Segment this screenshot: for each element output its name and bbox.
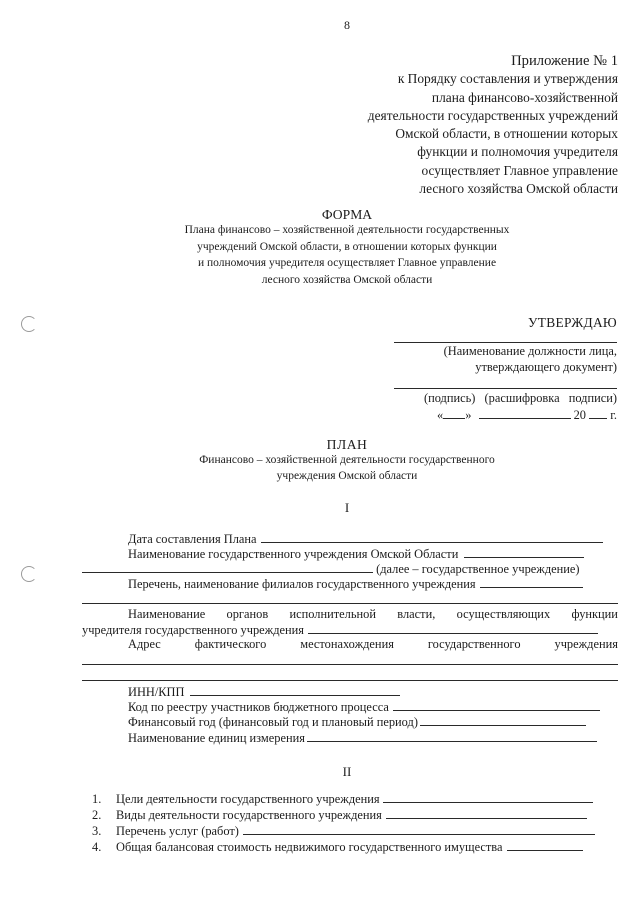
date-year-prefix: 20 [573, 408, 586, 422]
authorities-cont-label: учредителя государственного учреждения [82, 623, 304, 637]
approval-date [437, 407, 617, 423]
address-word: учреждения [554, 637, 618, 651]
appendix-line: к Порядку составления и утверждения [397, 71, 618, 87]
institution-note-row [82, 561, 580, 577]
inn-label: ИНН/КПП [128, 685, 185, 699]
inn-row [128, 684, 400, 700]
page-number: 8 [344, 18, 350, 32]
list-item-number: 3. [92, 824, 102, 838]
signature-caption: (подпись) [423, 391, 476, 405]
approver-caption-line: утверждающего документ) [475, 359, 617, 374]
institution-row [128, 546, 584, 562]
authorities-row [128, 607, 618, 622]
list-item [82, 791, 595, 807]
address-field[interactable] [82, 664, 618, 665]
signature-decoding-caption: (расшифровка подписи) [484, 391, 617, 405]
plan-subtitle [0, 452, 640, 484]
registry-row [128, 699, 600, 715]
fiscal-year-label: Финансовый год (финансовый год и плановый период) [128, 715, 418, 729]
authorities-word: осуществляющих [456, 607, 551, 621]
date-month-blank[interactable] [479, 407, 571, 419]
authorities-word: Наименование [128, 607, 206, 621]
authorities-word: власти, [397, 607, 436, 621]
goals-field[interactable] [383, 791, 593, 803]
authorities-field[interactable] [308, 622, 598, 634]
list-item-label: Цели деятельности государственного учреждения [116, 792, 380, 806]
authorities-cont-row [82, 622, 598, 638]
plan-subtitle-line: Финансово – хозяйственной деятельности государственного [199, 454, 495, 466]
list-item [82, 823, 595, 839]
punch-hole-mark [21, 566, 37, 582]
balance-value-field[interactable] [507, 839, 583, 851]
date-year-suffix: г. [610, 408, 617, 422]
fiscal-year-field[interactable] [420, 714, 586, 726]
form-subtitle [0, 222, 640, 288]
units-field[interactable] [307, 730, 597, 742]
units-row [128, 730, 597, 746]
list-item-label: Виды деятельности государственного учреждения [116, 808, 382, 822]
branches-field[interactable] [480, 576, 583, 588]
list-item-number: 1. [92, 792, 102, 806]
branches-field-cont[interactable] [82, 603, 618, 604]
address-word: Адрес [128, 637, 161, 651]
registry-field[interactable] [393, 699, 600, 711]
list-item [82, 807, 595, 823]
approver-position-line[interactable] [394, 342, 617, 343]
approval-heading: УТВЕРЖДАЮ [527, 315, 617, 330]
form-subtitle-line: лесного хозяйства Омской области [261, 273, 433, 286]
appendix-line: плана финансово-хозяйственной [431, 89, 618, 105]
punch-hole-mark [21, 316, 37, 332]
plan-subtitle-line: учреждения Омской области [276, 470, 418, 483]
inn-field[interactable] [190, 684, 400, 696]
list-item-number: 4. [92, 840, 102, 854]
date-year-blank[interactable] [589, 407, 607, 419]
approver-position-caption [444, 344, 617, 376]
appendix-line: функции и полномочия учредителя [417, 144, 618, 160]
branches-row [128, 576, 583, 592]
list-item [82, 839, 595, 855]
list-item-label: Перечень услуг (работ) [116, 824, 239, 838]
appendix-title: Приложение № 1 [511, 53, 618, 69]
list-item-number: 2. [92, 808, 102, 822]
date-quote-open: « [436, 408, 444, 422]
signature-captions [424, 391, 617, 406]
form-subtitle-line: учреждений Омской области, в отношении которых функции [197, 240, 497, 253]
services-field[interactable] [243, 823, 595, 835]
address-word: местонахождения [300, 637, 394, 651]
date-quote-close: » [465, 408, 472, 422]
list-item-label: Общая балансовая стоимость недвижимого государственного имущества [116, 840, 503, 854]
address-field-cont[interactable] [82, 680, 618, 681]
appendix-line: Омской области, в отношении которых [395, 126, 618, 142]
section2-list [82, 791, 595, 855]
date-day-blank[interactable] [443, 407, 465, 419]
institution-field-cont[interactable] [82, 561, 373, 573]
registry-label: Код по реестру участников бюджетного процесса [128, 700, 389, 714]
authorities-word: функции [571, 607, 618, 621]
branches-label: Перечень, наименование филиалов государственного учреждения [128, 577, 476, 591]
institution-label: Наименование государственного учреждения Омской Области [128, 547, 459, 561]
approver-caption-line: (Наименование должности лица, [443, 344, 617, 358]
authorities-word: органов [226, 607, 269, 621]
appendix-line: лесного хозяйства Омской области [419, 181, 618, 197]
appendix-line: деятельности государственных учреждений [367, 107, 618, 123]
institution-field[interactable] [464, 546, 584, 558]
section-numeral-2: II [342, 764, 352, 779]
activities-field[interactable] [386, 807, 587, 819]
plan-date-row [128, 531, 603, 547]
fiscal-year-row [128, 714, 586, 730]
units-label: Наименование единиц измерения [128, 731, 305, 745]
address-word: фактического [194, 637, 267, 651]
form-subtitle-line: Плана финансово – хозяйственной деятельности государственных [184, 224, 510, 236]
address-word: государственного [427, 637, 521, 651]
plan-date-label: Дата составления Плана [128, 532, 257, 546]
plan-date-field[interactable] [261, 531, 603, 543]
authorities-word: исполнительной [289, 607, 376, 621]
signature-line[interactable] [394, 388, 617, 389]
plan-title: ПЛАН [326, 437, 368, 452]
section-numeral-1: I [344, 500, 350, 515]
address-row [128, 637, 618, 652]
appendix-header [368, 52, 618, 198]
form-title: ФОРМА [321, 207, 373, 222]
institution-note: (далее – государственное учреждение) [376, 562, 580, 576]
form-subtitle-line: и полномочия учредителя осуществляет Главное управление [197, 257, 497, 270]
appendix-line: осуществляет Главное управление [421, 162, 618, 178]
